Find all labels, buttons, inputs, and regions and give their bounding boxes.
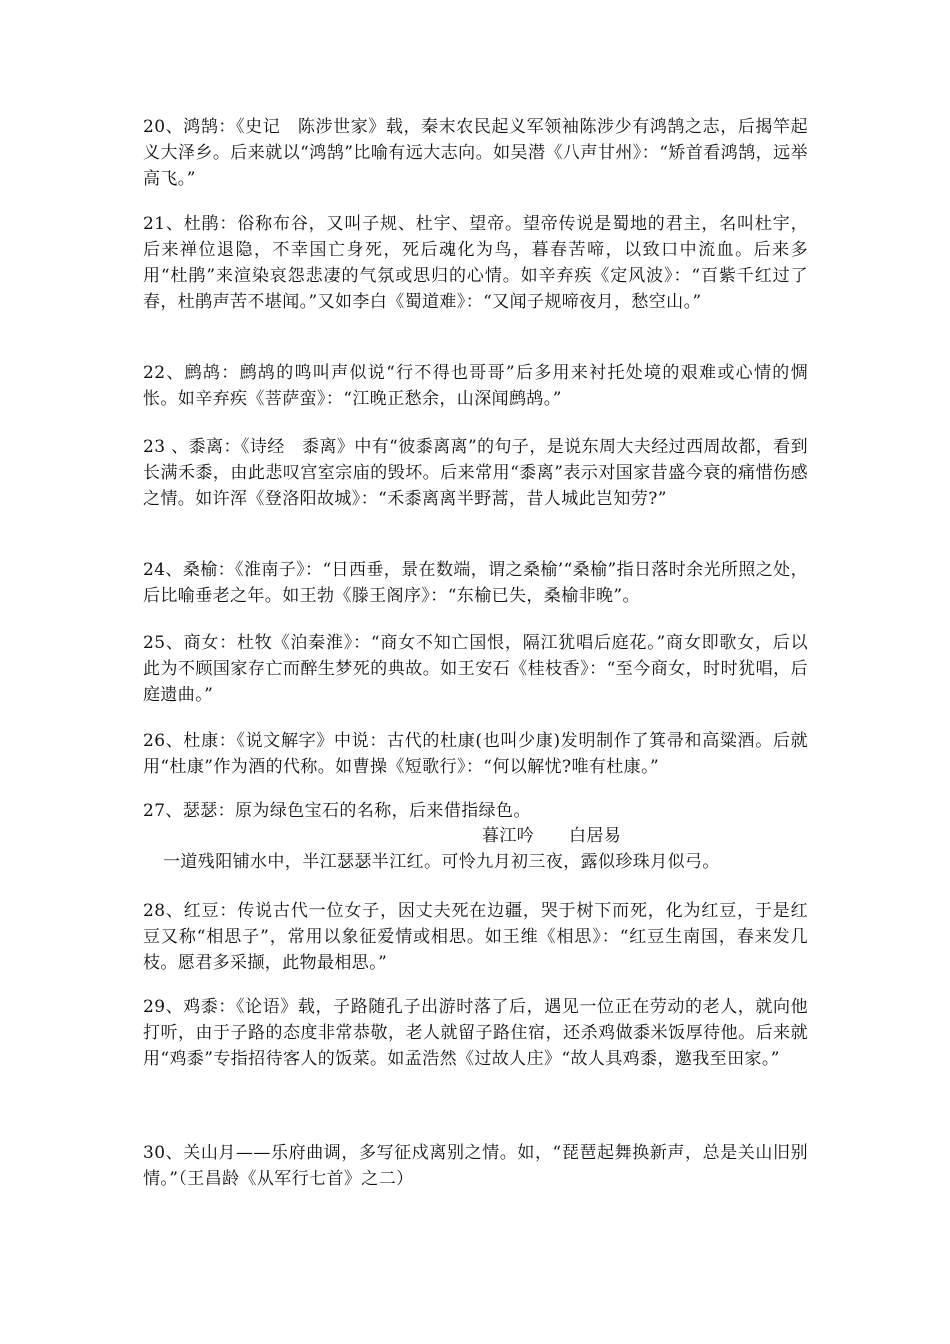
entry-24-sangyu: 24、桑榆：《淮南子》：“日西垂，景在数端，谓之桑榆’“桑榆”指日落时余光所照之处，后比喻垂老之年。如王勃《滕王阁序》：“东榆已失，桑榆非晚”。 [143,560,808,606]
entry-26-dukang: 26、杜康：《说文解字》中说：古代的杜康(也叫少康)发明制作了箕帚和高粱酒。后就用“杜康”作为酒的代称。如曹操《短歌行》：“何以解忧?唯有杜康。” [143,731,808,777]
entry-30-guanshanyue: 30、关山月——乐府曲调，多写征戍离别之情。如，“琵琶起舞换新声，总是关山旧别情。”（王昌龄《从军行七首》之二） [143,1143,808,1189]
entry-23-shuli: 23 、黍离：《诗经 黍离》中有“彼黍离离”的句子，是说东周大夫经过西周故都，看到长满禾黍，由此悲叹宫室宗庙的毁坏。后来常用“黍离”表示对国家昔盛今衰的痛惜伤感之情。如许浑《登洛阳故城》：“禾黍离离半野蒿，昔人城此岂知劳?” [143,437,808,509]
entry-22-zhegu: 22、鹧鸪：鹧鸪的鸣叫声似说“行不得也哥哥”后多用来衬托处境的艰难或心情的惆怅。如辛弃疾《菩萨蛮》：“江晚正愁余，山深闻鹧鸪。” [143,363,808,409]
entry-21-dujuan: 21、杜鹃：俗称布谷，又叫子规、杜宇、望帝。望帝传说是蜀地的君主，名叫杜宇，后来禅位退隐，不幸国亡身死，死后魂化为鸟，暮春苦啼，以致口中流血。后来多用“杜鹃”来渲染哀怨悲凄的气氛或思归的心情。如辛弃疾《定风波》：“百紫千红过了春，杜鹃声苦不堪闻。”又如李白《蜀道难》：“又闻子规啼夜月，愁空山。” [143,214,808,312]
entry-29-jishu: 29、鸡黍：《论语》载，子路随孔子出游时落了后，遇见一位正在劳动的老人，就向他打听，由于子路的态度非常恭敬，老人就留子路住宿，还杀鸡做黍米饭厚待他。后来就用“鸡黍”专指招待客人的饭菜。如孟浩然《过故人庄》“故人具鸡黍，邀我至田家。” [143,997,808,1069]
entry-28-hongdou: 28、红豆：传说古代一位女子，因丈夫死在边疆，哭于树下而死，化为红豆，于是红豆又称“相思子”，常用以象征爱情或相思。如王维《相思》：“红豆生南国，春来发几枝。愿君多采撷，此物最相思。” [143,901,808,973]
poem-line: 一道残阳铺水中，半江瑟瑟半江红。可怜九月初三夜，露似珍珠月似弓。 [163,852,720,872]
poem-title: 暮江吟 白居易 [482,826,622,846]
entry-20-hongjiu: 20、鸿鹄：《史记 陈涉世家》载，秦末农民起义军领袖陈涉少有鸿鹄之志，后揭竿起义大泽乡。后来就以“鸿鹄”比喻有远大志向。如吴潜《八声甘州》：“矫首看鸿鹄，远举高飞。” [143,117,808,189]
entry-27-sese: 27、瑟瑟：原为绿色宝石的名称，后来借指绿色。 [143,801,531,821]
entry-25-shangnv: 25、商女：杜牧《泊秦淮》：“商女不知亡国恨，隔江犹唱后庭花。”商女即歌女，后以此为不顾国家存亡而醉生梦死的典故。如王安石《桂枝香》：“至今商女，时时犹唱，后庭遗曲。” [143,633,808,705]
